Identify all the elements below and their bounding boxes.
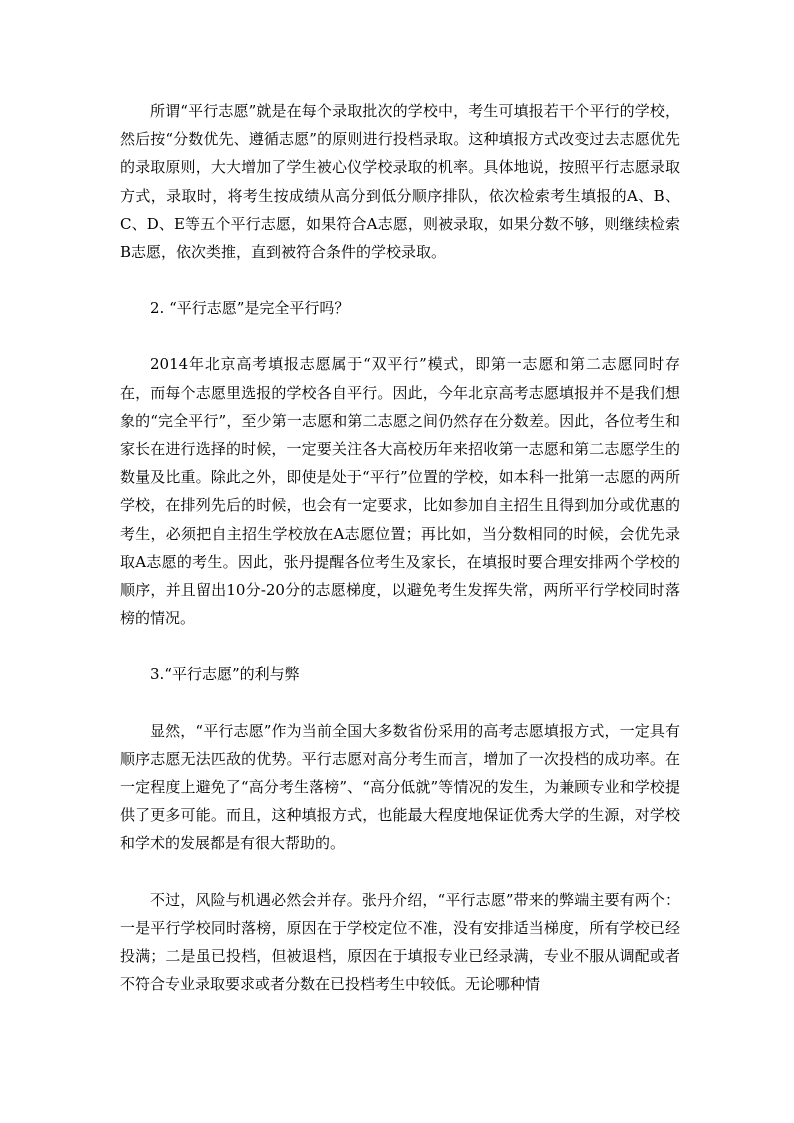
section-heading-2: 2. “平行志愿”是完全平行吗？ (150, 299, 350, 318)
document-body (120, 97, 680, 998)
paragraph-double-parallel: 2014年北京高考填报志愿属于“双平行”模式，即第一志愿和第二志愿同时存在，而每个志愿里选报的学校各自平行。因此，今年北京高考志愿填报并不是我们想象的“完全平行”，至少第一志愿和第二志愿之间仍然存在分数差。因此，各位考生和家长在进行选择的时候，一定要关注各大高校历年来招收第一志愿和第二志愿学生的数量及比重。除此之外，即使是处于“平行”位置的学校，如本科一批第一志愿的两所学校，在排列先后的时候，也会有一定要求，比如参加自主招生且得到加分或优惠的考生，必须把自主招生学校放在A志愿位置；再比如，当分数相同的时候，会优先录取A志愿的考生。因此，张丹提醒各位考生及家长，在填报时要合理安排两个学校的顺序，并且留出10分-20分的志愿梯度，以避免考生发挥失常，两所平行学校同时落榜的情况。 (120, 355, 680, 628)
section-heading-3: 3.“平行志愿”的利与弊 (150, 665, 300, 684)
paragraph-disadvantages: 不过，风险与机遇必然会并存。张丹介绍，“平行志愿”带来的弊端主要有两个：一是平行学校同时落榜，原因在于学校定位不准，没有安排适当梯度，所有学校已经投满；二是虽已投档，但被退档，原因在于填报专业已经录满，专业不服从调配或者不符合专业录取要求或者分数在已投档考生中较低。无论哪种情 (120, 890, 680, 994)
paragraph-advantages: 显然，“平行志愿”作为当前全国大多数省份采用的高考志愿填报方式，一定具有顺序志愿无法匹敌的优势。平行志愿对高分考生而言，增加了一次投档的成功率。在一定程度上避免了“高分考生落榜”、“高分低就”等情况的发生，为兼顾专业和学校提供了更多可能。而且，这种填报方式，也能最大程度地保证优秀大学的生源，对学校和学术的发展都是有很大帮助的。 (120, 721, 680, 853)
paragraph-definition: 所谓“平行志愿”就是在每个录取批次的学校中，考生可填报若干个平行的学校，然后按“分数优先、遵循志愿”的原则进行投档录取。这种填报方式改变过去志愿优先的录取原则，大大增加了学生被心仪学校录取的机率。具体地说，按照平行志愿录取方式，录取时，将考生按成绩从高分到低分顺序排队，依次检索考生填报的A、B、C、D、E等五个平行志愿，如果符合A志愿，则被录取，如果分数不够，则继续检索B志愿，依次类推，直到被符合条件的学校录取。 (120, 102, 680, 262)
